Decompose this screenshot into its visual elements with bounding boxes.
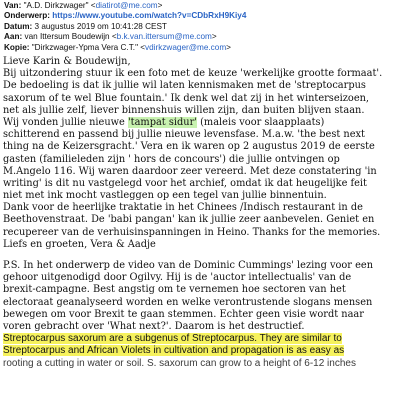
line-end: (maleis voor slaapplaats) — [196, 116, 325, 128]
kopie-email-link[interactable]: vdirkzwager@me.com — [145, 42, 227, 52]
kopie-label: Kopie: — [4, 42, 30, 52]
header-date-row — [4, 22, 396, 32]
email-header — [4, 1, 396, 53]
letter-line: net als jullie zelf, liever binnenshuis willen zijn, dan buiten blijven staan. — [3, 104, 365, 116]
from-close: > — [157, 1, 163, 10]
header-kopie-row — [4, 43, 396, 53]
subject-link[interactable]: https://www.youtube.com/watch?v=CDbRxH9Kiy4 — [52, 11, 247, 21]
letter-line: M.Angelo 116. Wij waren daardoor zeer vereerd. Met deze constatering 'in — [3, 165, 377, 177]
to-close: > — [211, 32, 217, 42]
header-subject-row — [4, 11, 396, 21]
letter-line: recupereer van de verhuisinspanningen in Heino. Thanks for the memories. — [3, 226, 381, 238]
cut-off-english-line — [3, 358, 397, 370]
highlighted-phrase: 'tampat sidur' — [127, 116, 197, 128]
line-start: Wij vonden jullie nieuwe — [3, 116, 128, 128]
ps-line: P.S. In het onderwerp de video van de Dominic Cummings' lezing voor een — [3, 260, 373, 271]
highlighted-english-line — [3, 345, 397, 357]
ps-line: bewegen om voor Brexit te gaan stemmen. Echter geen visie wordt naar — [3, 308, 364, 320]
letter-line: gasten (familieleden zijn ' hors de concours') die jullie ontvingen op — [3, 153, 340, 165]
letter-line: De bedoeling is dat ik jullie wil laten kennismaken met de 'streptocarpus — [3, 80, 366, 92]
letter-line: schitterend en passend bij jullie nieuwe levensfase. M.a.w. 'the best next — [3, 129, 365, 141]
ps-line: brexit-campagne. Best angstig om te vernemen hoe sectoren van het — [3, 284, 346, 296]
highlighted-english-line — [3, 333, 397, 345]
date-value: 3 augustus 2019 om 10:41:28 CEST — [34, 21, 167, 31]
letter-line: saxorum of te wel Blue fountain.' Ik denk wel dat zij in het winterseizoen, — [3, 92, 370, 104]
kopie-name: "Dirkzwager-Ypma Vera C.T." < — [31, 42, 146, 52]
from-name: "A.D. Dirkzwager" < — [23, 1, 96, 10]
paragraph-gap — [3, 251, 397, 260]
from-label: Van: — [4, 1, 22, 10]
from-email-link[interactable]: diatirot@me.com — [95, 1, 158, 10]
letter-line: niet met ink mocht vastleggen op een tegel van jullie binnentuin. — [3, 190, 327, 202]
cut-off-text: rooting a cutting in water or soil. S. saxorum can grow to a height of 6-12 inches — [3, 357, 356, 369]
to-label: Aan: — [4, 32, 23, 42]
ps-line: gehoor uitgenodigd door Ogilvy. Hij is de 'auctor intellectualis' van de — [3, 272, 352, 284]
header-from-row — [4, 1, 396, 11]
letter-line: Bij uitzondering stuur ik een foto met de keuze 'werkelijke grootte formaat'. — [3, 68, 383, 80]
letter-line-highlighted — [3, 117, 397, 129]
kopie-close: > — [226, 42, 231, 52]
letter-line: writing' is dit nu vastgelegd voor het archief, omdat ik dat heugelijke feit — [3, 177, 367, 189]
letter-line: Beethovenstraat. De 'babi pangan' kan ik jullie zeer aanbevelen. Geniet en — [3, 214, 375, 226]
letter-line: thing na de Keizersgracht.' Vera en ik waren op 2 augustus 2019 de eerste — [3, 141, 375, 153]
signature-line: Liefs en groeten, Vera & Aadje — [3, 238, 156, 250]
highlighted-text: Streptocarpus saxorum are a subgenus of Streptocarpus. They are similar to — [3, 333, 342, 345]
to-email-link[interactable]: b.k.van.ittersum@me.com — [116, 32, 212, 42]
to-name: van Ittersum Boudewijn < — [24, 32, 117, 42]
header-to-row — [4, 32, 396, 42]
date-label: Datum: — [4, 21, 33, 31]
greeting: Lieve Karin & Boudewijn, — [3, 56, 131, 67]
ps-line: voren gebracht over 'What next?'. Daarom is het destructief. — [3, 320, 305, 332]
highlighted-text: Streptocarpus and African Violets in cultivation and propagation is as easy as — [3, 345, 345, 357]
letter-line: Dank voor de heerlijke traktatie in het Chinees /Indisch restaurant in de — [3, 202, 363, 214]
email-body — [3, 56, 397, 370]
subject-label: Onderwerp: — [4, 11, 50, 21]
ps-line: electoraat geanalyseerd worden en welke verontrustende slogans mensen — [3, 296, 373, 308]
